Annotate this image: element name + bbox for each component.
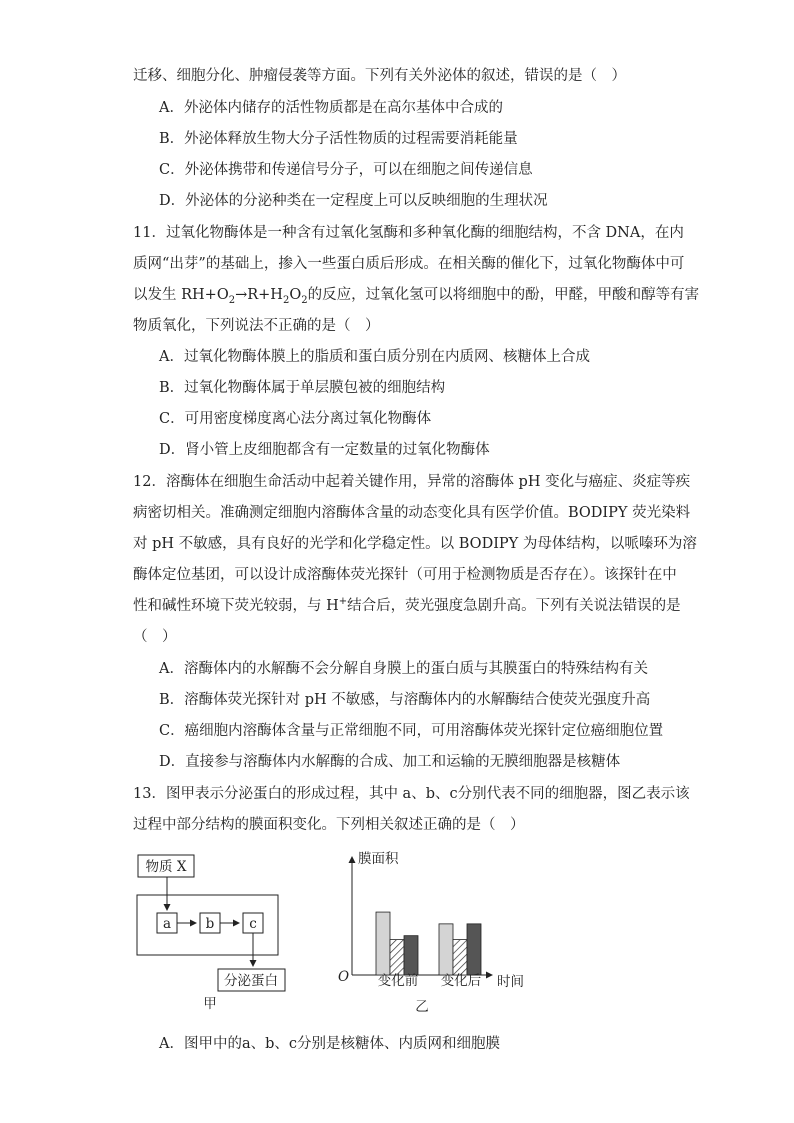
q10-option-a: A．外泌体内储存的活性物质都是在高尔基体中合成的: [159, 100, 503, 116]
x-axis-label: 时间: [497, 974, 524, 990]
q11-line-2: 质网“出芽”的基础上，掺入一些蛋白质后形成。在相关酶的催化下，过氧化物酶体中可: [133, 256, 685, 272]
q11-line-3-post: 的反应，过氧化氢可以将细胞中的酚，甲醛，甲酸和醇等有害: [307, 287, 700, 303]
organelle-b-label: b: [205, 916, 215, 932]
q11-option-c: C．可用密度梯度离心法分离过氧化物酶体: [159, 411, 432, 427]
q13-line-1: 13．图甲表示分泌蛋白的形成过程，其中 a、b、c分别代表不同的细胞器，图乙表示该: [133, 786, 690, 802]
q10-option-c: C．外泌体携带和传递信号分子，可以在细胞之间传递信息: [159, 162, 533, 178]
q12-line-5-post: 结合后，荧光强度急剧升高。下列有关说法错误的是: [347, 598, 681, 614]
bar-after-hatched: [453, 940, 467, 975]
q11-sub-h2: 2: [282, 294, 290, 306]
category-label-before: 变化前: [377, 973, 419, 989]
q11-line-4: 物质氧化，下列说法不正确的是（ ）: [133, 318, 380, 334]
q12-line-2: 病密切相关。准确测定细胞内溶酶体含量的动态变化具有医学价值。BODIPY 荧光染料: [133, 505, 691, 521]
q13-figures: [130, 845, 550, 1020]
q12-option-b: B．溶酶体荧光探针对 pH 不敏感，与溶酶体内的水解酶结合使荧光强度升高: [159, 692, 651, 708]
q12-option-a: A．溶酶体内的水解酶不会分解自身膜上的蛋白质与其膜蛋白的特殊结构有关: [159, 661, 648, 677]
q10-option-d: D．外泌体的分泌种类在一定程度上可以反映细胞的生理状况: [159, 193, 548, 209]
q13-line-2: 过程中部分结构的膜面积变化。下列相关叙述正确的是（ ）: [133, 817, 525, 833]
substance-x-label: 物质 X: [145, 859, 187, 875]
q12-option-d: D．直接参与溶酶体内水解酶的合成、加工和运输的无膜细胞器是核糖体: [159, 754, 621, 770]
q12-line-6: （ ）: [133, 629, 177, 645]
bar-before-hatched: [390, 940, 404, 975]
q11-line-3-pre: 以发生 RH+O: [133, 287, 229, 303]
category-label-after: 变化后: [440, 973, 482, 989]
q11-option-b: B．过氧化物酶体属于单层膜包被的细胞结构: [159, 380, 446, 396]
q11-line-3-mid: →R+H: [235, 287, 283, 303]
q11-option-d: D．肾小管上皮细胞都含有一定数量的过氧化物酶体: [159, 442, 490, 458]
organelle-a-label: a: [162, 916, 172, 932]
bar-before-dark: [404, 936, 418, 975]
q13-option-a: A．图甲中的a、b、c分别是核糖体、内质网和细胞膜: [159, 1036, 501, 1052]
organelle-c-label: c: [249, 916, 257, 932]
q11-line-3: [133, 285, 700, 306]
q12-line-5-pre: 性和碱性环境下荧光较弱，与 H: [133, 598, 339, 614]
secreted-protein-label: 分泌蛋白: [224, 973, 278, 989]
figure-yi-chart: [338, 851, 524, 1015]
bar-after-dark: [467, 924, 481, 975]
q12-line-3: 对 pH 不敏感，具有良好的光学和化学稳定性。以 BODIPY 为母体结构，以哌嗪环为溶: [133, 536, 697, 552]
bar-before-light: [376, 912, 390, 975]
q11-line-1: 11．过氧化物酶体是一种含有过氧化氢酶和多种氧化酶的细胞结构，不含 DNA，在内: [133, 225, 684, 241]
figure-yi-caption: 乙: [415, 999, 429, 1015]
q12-sup-plus: +: [338, 596, 348, 608]
q10-stem-tail: 迁移、细胞分化、肿瘤侵袭等方面。下列有关外泌体的叙述，错误的是（ ）: [133, 68, 626, 84]
q11-sub-o2b: 2: [301, 294, 308, 306]
origin-label: O: [338, 969, 350, 985]
q12-line-5: [133, 596, 681, 616]
q11-line-3-mid2: O: [289, 287, 302, 303]
figure-jia-caption: 甲: [203, 996, 217, 1012]
q10-option-b: B．外泌体释放生物大分子活性物质的过程需要消耗能量: [159, 131, 518, 147]
q12-line-1: 12．溶酶体在细胞生命活动中起着关键作用，异常的溶酶体 pH 变化与癌症、炎症等疾: [133, 474, 691, 490]
q11-option-a: A．过氧化物酶体膜上的脂质和蛋白质分别在内质网、核糖体上合成: [159, 349, 590, 365]
q12-option-c: C．癌细胞内溶酶体含量与正常细胞不同，可用溶酶体荧光探针定位癌细胞位置: [159, 723, 664, 739]
q11-sub-o2: 2: [228, 294, 236, 306]
q12-line-4: 酶体定位基团，可以设计成溶酶体荧光探针（可用于检测物质是否存在）。该探针在中: [133, 567, 677, 583]
bar-after-light: [439, 924, 453, 975]
y-axis-label: 膜面积: [358, 851, 399, 867]
figure-jia: [137, 855, 285, 1012]
